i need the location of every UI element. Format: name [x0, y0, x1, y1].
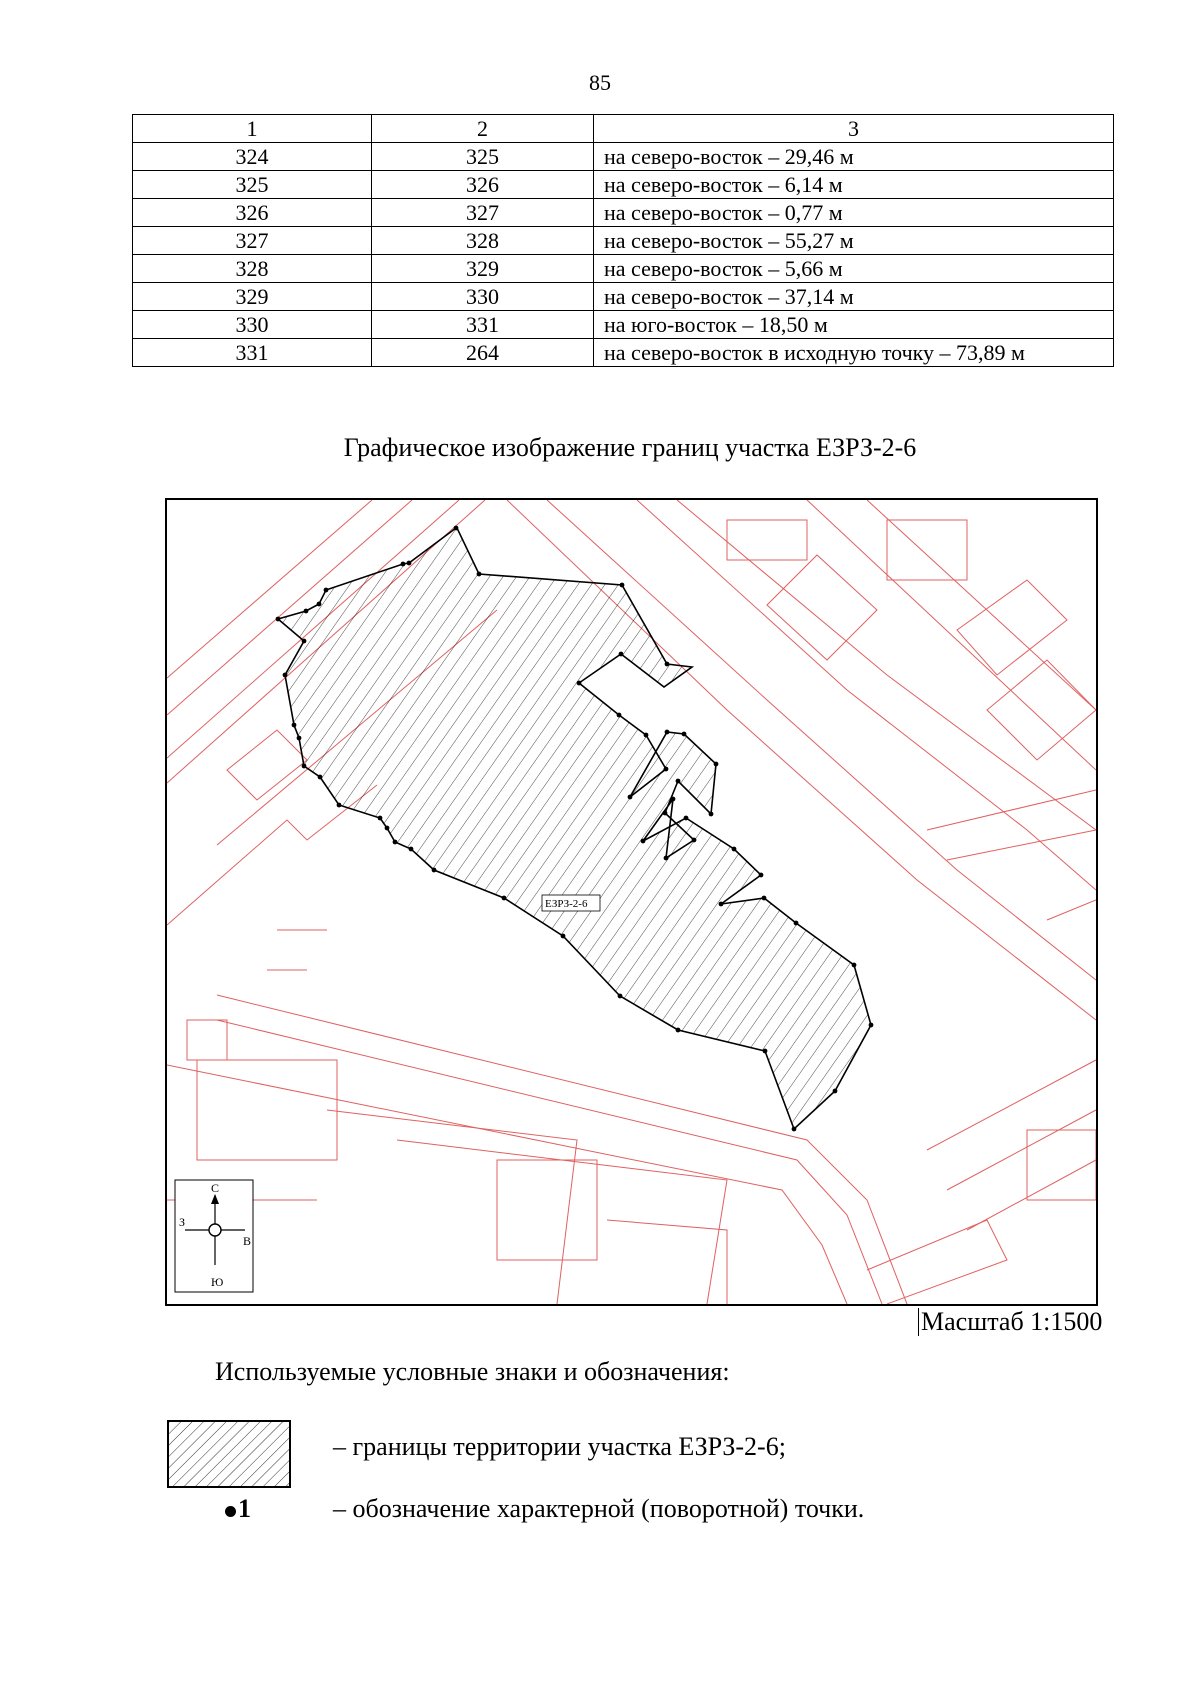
turning-point-dot	[302, 639, 307, 644]
turning-point-dot	[318, 775, 323, 780]
table-cell: 2	[372, 115, 594, 143]
turning-point-dot	[692, 838, 697, 843]
table-cell: 327	[133, 227, 372, 255]
turning-point-dot	[869, 1023, 874, 1028]
turning-point-dot	[676, 779, 681, 784]
table-cell: 330	[133, 311, 372, 339]
table-row	[133, 311, 1114, 339]
legend-hatched-swatch	[167, 1420, 291, 1488]
table-cell: на юго-восток – 18,50 м	[594, 311, 1114, 339]
turning-point-dot	[297, 736, 302, 741]
table-cell: на северо-восток – 6,14 м	[594, 171, 1114, 199]
table-cell: 328	[372, 227, 594, 255]
turning-point-dot	[682, 732, 687, 737]
turning-point-dot	[794, 921, 799, 926]
page-number: 85	[589, 70, 611, 95]
turning-point-dot	[644, 733, 649, 738]
turning-point-dot	[620, 583, 625, 588]
turning-point-dot	[663, 811, 668, 816]
turning-point-dot	[714, 762, 719, 767]
table-row	[133, 339, 1114, 367]
table-cell: на северо-восток – 55,27 м	[594, 227, 1114, 255]
table-cell: на северо-восток – 0,77 м	[594, 199, 1114, 227]
legend-point-text: – обозначение характерной (поворотной) точки.	[333, 1494, 865, 1523]
compass-east: В	[243, 1234, 252, 1248]
turning-point-dot	[317, 602, 322, 607]
turning-point-dot	[709, 812, 714, 817]
turning-point-dot	[762, 896, 767, 901]
table-row	[133, 199, 1114, 227]
site-plan-svg	[167, 500, 1096, 1304]
turning-point-dot	[684, 816, 689, 821]
table-cell: 325	[133, 171, 372, 199]
turning-point-dot	[409, 847, 414, 852]
table-cell: 326	[372, 171, 594, 199]
table-cell: 324	[133, 143, 372, 171]
compass-north: С	[211, 1181, 220, 1195]
turning-point-dot	[641, 839, 646, 844]
turning-point-dot	[378, 816, 383, 821]
table-cell: на северо-восток – 37,14 м	[594, 283, 1114, 311]
compass-rose	[175, 1180, 253, 1292]
turning-point-dot	[337, 803, 342, 808]
turning-point-dot	[407, 561, 412, 566]
table-cell: 1	[133, 115, 372, 143]
turning-point-dot	[401, 562, 406, 567]
turning-point-dot	[763, 1049, 768, 1054]
parcel-label: ЕЗРЗ-2-6	[545, 898, 588, 910]
turning-point-dot	[502, 896, 507, 901]
turning-point-dot	[628, 795, 633, 800]
table-row	[133, 283, 1114, 311]
segments-table	[132, 114, 1114, 367]
table-cell: на северо-восток – 29,46 м	[594, 143, 1114, 171]
table-cell: 3	[594, 115, 1114, 143]
table-row	[133, 227, 1114, 255]
turning-point-dot	[393, 840, 398, 845]
turning-point-dot	[852, 963, 857, 968]
turning-point-dot	[302, 764, 307, 769]
table-cell: 326	[133, 199, 372, 227]
table-cell: на северо-восток в исходную точку – 73,89 м	[594, 339, 1114, 367]
turning-point-dot	[719, 902, 724, 907]
table-cell: 327	[372, 199, 594, 227]
turning-point-dot	[619, 652, 624, 657]
compass-south: Ю	[211, 1275, 224, 1289]
table-cell: 328	[133, 255, 372, 283]
table-cell: на северо-восток – 5,66 м	[594, 255, 1114, 283]
site-plan-map	[165, 498, 1098, 1306]
table-row	[133, 255, 1114, 283]
table-header-row	[133, 115, 1114, 143]
turning-point-dot	[304, 609, 309, 614]
plan-title: Графическое изображение границ участка ЕЗРЗ-2-6	[343, 433, 917, 462]
compass-west: З	[179, 1215, 186, 1229]
table-cell: 330	[372, 283, 594, 311]
turning-point-dot	[665, 730, 670, 735]
scale-label: Масштаб 1:1500	[918, 1308, 1102, 1336]
table-cell: 264	[372, 339, 594, 367]
turning-point-dot	[385, 826, 390, 831]
turning-point-dot	[664, 856, 669, 861]
turning-point-dot	[617, 713, 622, 718]
legend-point-symbol	[225, 1494, 251, 1524]
table-row	[133, 171, 1114, 199]
turning-point-dot	[292, 723, 297, 728]
turning-point-dot	[732, 847, 737, 852]
turning-point-dot	[671, 797, 676, 802]
legend-point-label: 1	[238, 1494, 251, 1523]
table-cell: 329	[372, 255, 594, 283]
turning-point-dot	[454, 526, 459, 531]
table-cell: 331	[133, 339, 372, 367]
table-cell: 325	[372, 143, 594, 171]
turning-point-dot	[276, 617, 281, 622]
table-cell: 331	[372, 311, 594, 339]
table-row	[133, 143, 1114, 171]
table-cell: 329	[133, 283, 372, 311]
turning-point-dot	[577, 681, 582, 686]
turning-point-dot	[664, 767, 669, 772]
turning-point-dot	[324, 588, 329, 593]
turning-point-dot	[792, 1127, 797, 1132]
turning-point-dot	[759, 873, 764, 878]
turning-point-dot	[477, 572, 482, 577]
turning-point-dot	[665, 662, 670, 667]
turning-point-dot	[618, 994, 623, 999]
turning-point-dot	[676, 1028, 681, 1033]
legend-area-text: – границы территории участка ЕЗРЗ-2-6;	[333, 1432, 786, 1461]
turning-point-dot	[283, 673, 288, 678]
turning-point-dot	[432, 868, 437, 873]
turning-point-dot	[833, 1089, 838, 1094]
turning-point-dot	[561, 934, 566, 939]
point-dot-icon	[225, 1506, 236, 1517]
legend-heading: Используемые условные знаки и обозначения:	[215, 1357, 730, 1386]
